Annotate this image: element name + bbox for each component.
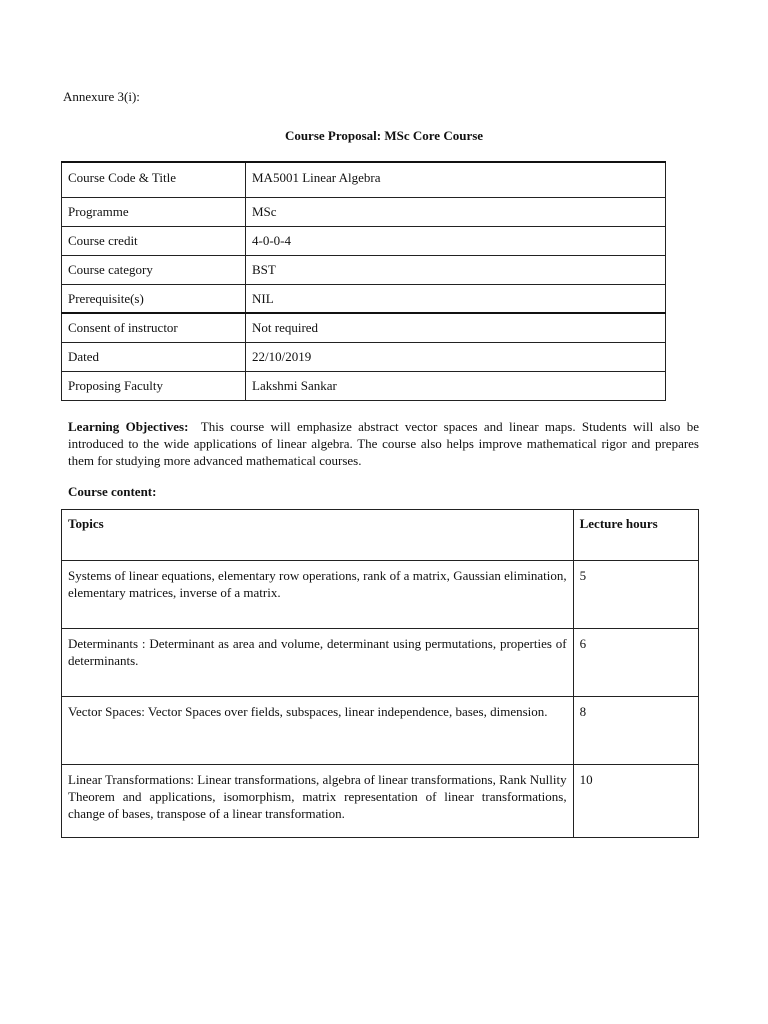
table-header-row — [62, 510, 699, 561]
column-header-lecture-hours: Lecture hours — [573, 510, 698, 561]
info-value: 4-0-0-4 — [246, 226, 666, 255]
info-value: BST — [246, 255, 666, 284]
info-label: Prerequisite(s) — [62, 284, 246, 313]
course-content-heading: Course content: — [68, 484, 157, 499]
table-row — [62, 697, 699, 765]
hours-cell: 5 — [573, 561, 698, 629]
info-label: Consent of instructor — [62, 313, 246, 342]
info-label: Proposing Faculty — [62, 371, 246, 400]
info-value: NIL — [246, 284, 666, 313]
info-row-category — [62, 255, 666, 284]
learning-objectives-text: This course will emphasize abstract vector spaces and linear maps. Students will also be introduced to the wide applications of linear algebra. The course also helps improve mathematical rigor and prepares them for studying more advanced mathematical courses. — [68, 419, 700, 468]
info-row-consent — [62, 313, 666, 342]
info-label: Dated — [62, 342, 246, 371]
info-value: 22/10/2019 — [246, 342, 666, 371]
course-info-table — [61, 161, 666, 401]
topic-cell: Linear Transformations: Linear transformations, algebra of linear transformations, Rank Nullity Theorem and applications, isomorphism, matrix representation of linear transformations, change of bases, transpose of a linear transformation. — [62, 765, 574, 838]
course-content-table — [61, 509, 699, 838]
table-row — [62, 629, 699, 697]
info-value: Not required — [246, 313, 666, 342]
info-value: MA5001 Linear Algebra — [246, 162, 666, 197]
info-row-credit — [62, 226, 666, 255]
topic-cell: Determinants : Determinant as area and volume, determinant using permutations, properties of determinants. — [62, 629, 574, 697]
hours-cell: 10 — [573, 765, 698, 838]
topic-cell: Systems of linear equations, elementary row operations, rank of a matrix, Gaussian elimination, elementary matrices, inverse of a matrix. — [62, 561, 574, 629]
hours-cell: 8 — [573, 697, 698, 765]
topic-cell: Vector Spaces: Vector Spaces over fields, subspaces, linear independence, bases, dimension. — [62, 697, 574, 765]
info-row-prerequisites — [62, 284, 666, 313]
info-row-dated — [62, 342, 666, 371]
column-header-topics: Topics — [62, 510, 574, 561]
info-value: Lakshmi Sankar — [246, 371, 666, 400]
table-row — [62, 561, 699, 629]
table-row — [62, 765, 699, 838]
hours-cell: 6 — [573, 629, 698, 697]
info-label: Course Code & Title — [62, 162, 246, 197]
learning-objectives — [68, 418, 699, 469]
info-label: Course category — [62, 255, 246, 284]
info-value: MSc — [246, 197, 666, 226]
info-row-faculty — [62, 371, 666, 400]
info-label: Course credit — [62, 226, 246, 255]
annexure-label: Annexure 3(i): — [63, 89, 140, 104]
info-row-code-title — [62, 162, 666, 197]
info-label: Programme — [62, 197, 246, 226]
learning-objectives-heading: Learning Objectives: — [68, 419, 189, 434]
proposal-title: Course Proposal: MSc Core Course — [284, 128, 484, 143]
info-row-programme — [62, 197, 666, 226]
